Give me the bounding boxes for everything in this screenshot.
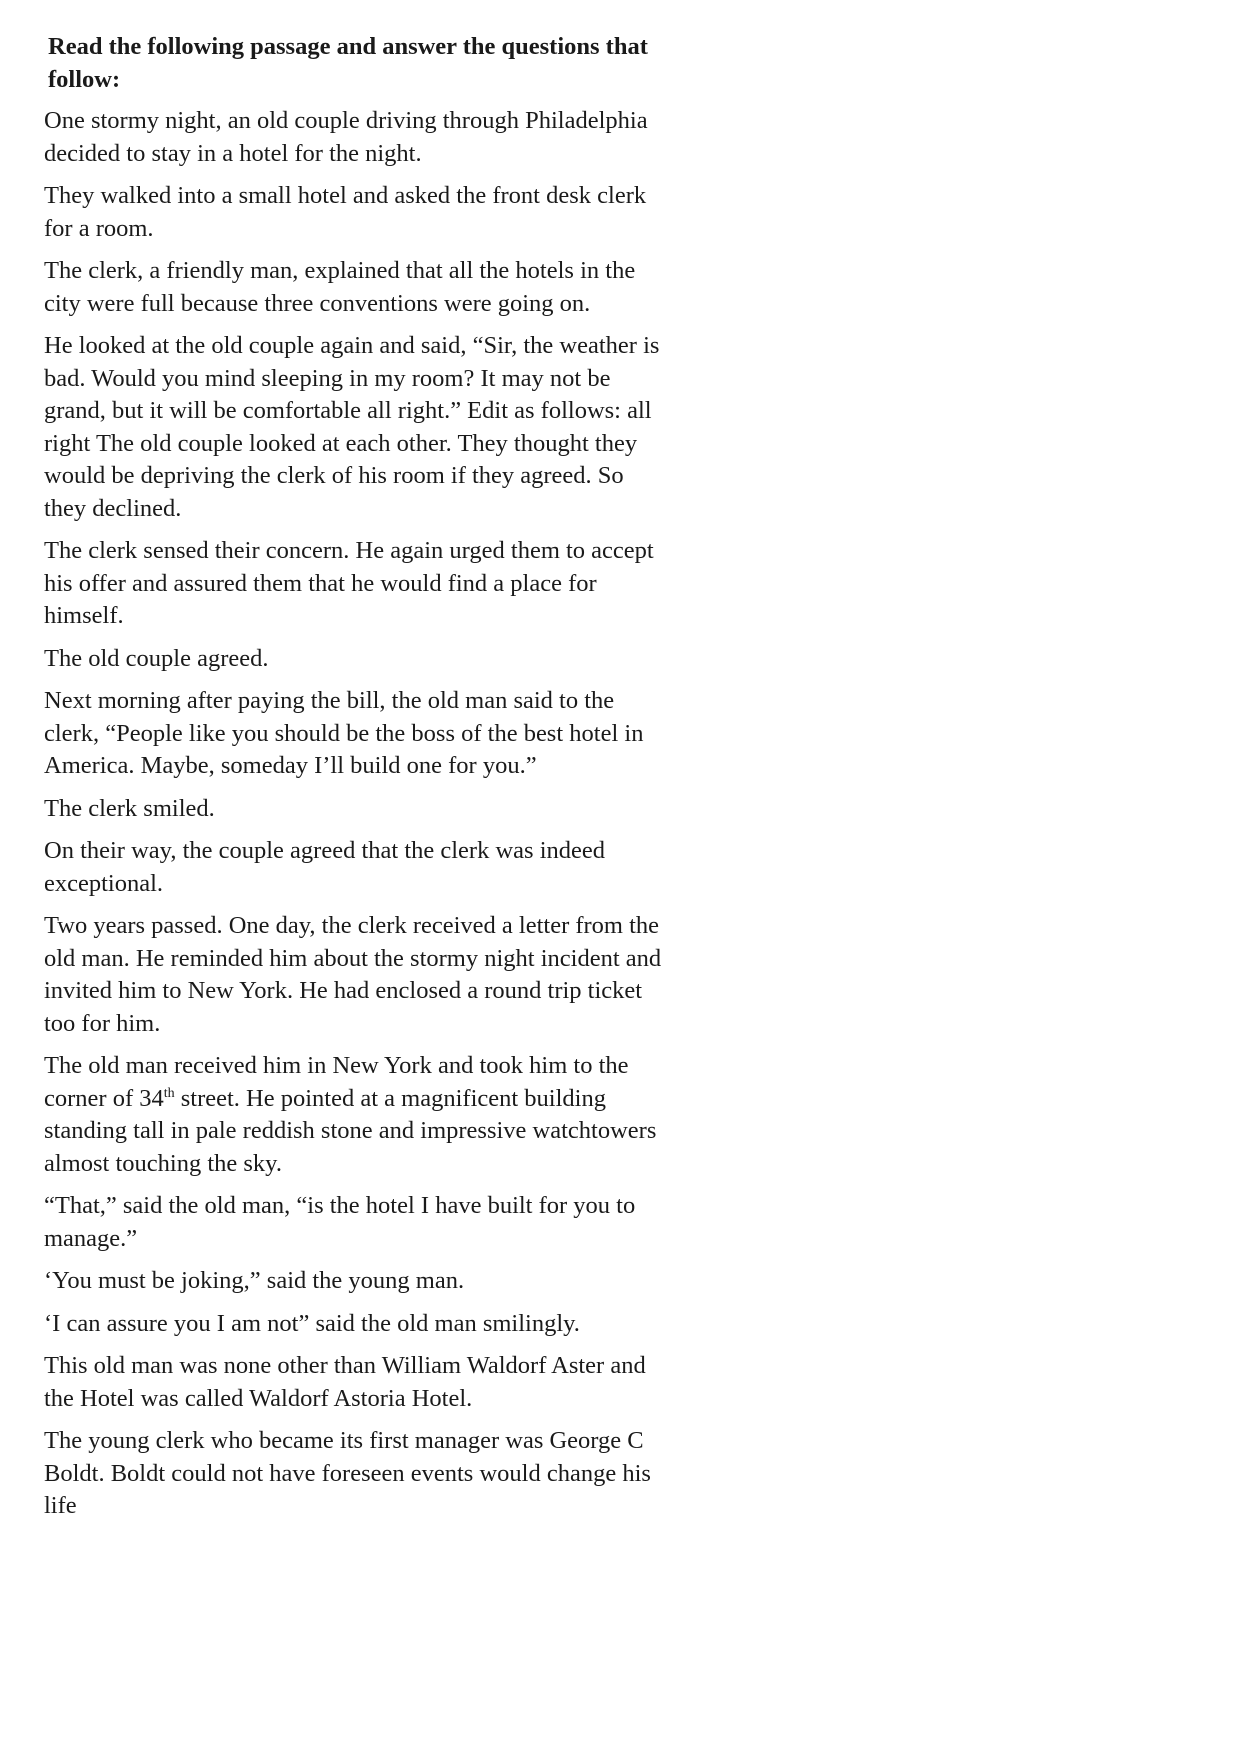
- paragraph-3: The clerk, a friendly man, explained that all the hotels in the city were full because three conventions were going on.: [44, 257, 636, 317]
- paragraph-2: They walked into a small hotel and asked the front desk clerk for a room.: [44, 182, 647, 242]
- paragraph-13: ‘You must be joking,” said the young man.: [44, 1267, 465, 1294]
- paragraph-9: On their way, the couple agreed that the clerk was indeed exceptional.: [44, 837, 605, 897]
- paragraph-7: Next morning after paying the bill, the old man said to the clerk, “People like you should be the boss of the best hotel in America. Maybe, someday I’ll build one for you.”: [44, 687, 644, 779]
- passage-instructions: Read the following passage and answer the questions that follow:: [48, 33, 648, 93]
- document-page: [44, 30, 664, 1533]
- paragraph-14: ‘I can assure you I am not” said the old man smilingly.: [44, 1309, 580, 1337]
- paragraph-16: The young clerk who became its first manager was George C Boldt. Boldt could not have foreseen events would change his life: [44, 1427, 651, 1519]
- paragraph-5: The clerk sensed their concern. He again urged them to accept his offer and assured them that he would find a place for himself.: [44, 537, 654, 629]
- paragraph-6: The old couple agreed.: [44, 644, 269, 672]
- paragraph-15: This old man was none other than William Waldorf Aster and the Hotel was called Waldorf Astoria Hotel.: [44, 1352, 646, 1412]
- paragraph-10: Two years passed. One day, the clerk received a letter from the old man. He reminded him about the stormy night incident and invited him to New York. He had enclosed a round trip ticket too for him.: [44, 912, 662, 1037]
- ordinal-suffix: th: [163, 1085, 175, 1101]
- paragraph-11-start: The old man received him in New York and took him to the corner of 34: [44, 1052, 629, 1112]
- paragraph-12: “That,” said the old man, “is the hotel I have built for you to manage.”: [44, 1192, 636, 1252]
- paragraph-11-end: street. He pointed at a magnificent building standing tall in pale reddish stone and impressive watchtowers almost touching the sky.: [44, 1084, 657, 1177]
- paragraph-4: He looked at the old couple again and said, “Sir, the weather is bad. Would you mind sleeping in my room? It may not be grand, but it will be comfortable all right.” Edit as follows: all right The old couple looked at each other. They thought they would be depriving the clerk of his room if they agreed. So they declined.: [44, 332, 660, 522]
- paragraph-1: One stormy night, an old couple driving through Philadelphia decided to stay in a hotel for the night.: [44, 107, 648, 167]
- paragraph-8: The clerk smiled.: [44, 794, 215, 822]
- paragraph-11: [44, 1050, 664, 1180]
